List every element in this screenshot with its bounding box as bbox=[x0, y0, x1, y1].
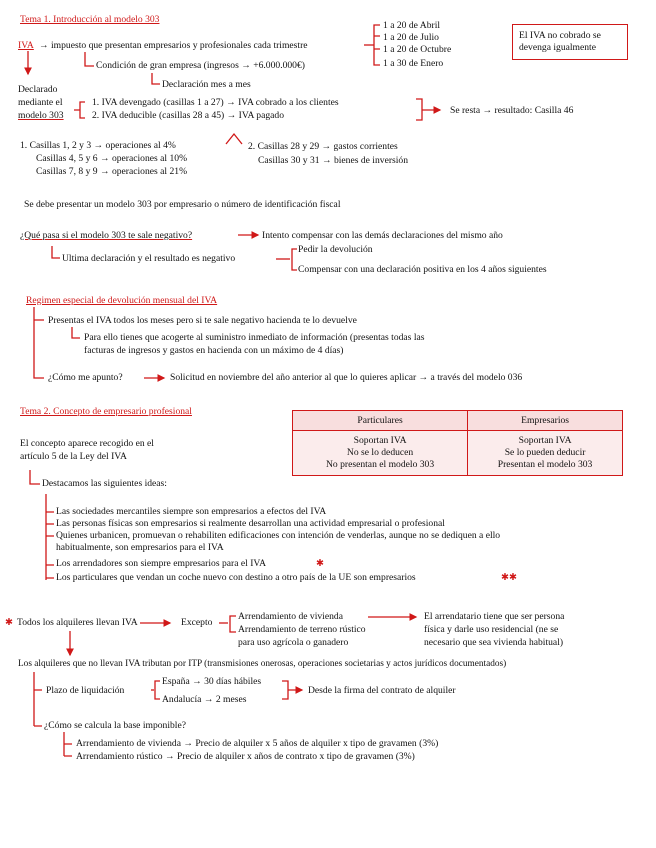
base-rustico: Arrendamiento rústico → Precio de alquiler x años de contrato x tipo de gravamen (3%) bbox=[76, 751, 415, 762]
idea-3-cont: habitualmente, son empresarios para el IVA bbox=[56, 542, 224, 553]
idea-5: Los particulares que vendan un coche nuevo con destino a otro país de la UE son empresarios bbox=[56, 572, 416, 583]
casillas-group1-line1: 1. Casillas 1, 2 y 3 → operaciones al 4% bbox=[20, 140, 176, 151]
declarado-line-2: mediante el bbox=[18, 97, 63, 108]
liquidacion-tree bbox=[34, 672, 42, 726]
ultima-declaracion: Ultima declaración y el resultado es negativo bbox=[62, 253, 236, 264]
gran-empresa-connector bbox=[85, 52, 94, 66]
casillas-caret bbox=[226, 134, 242, 144]
casillas-group2-line2: Casillas 30 y 31 → bienes de inversión bbox=[258, 155, 409, 166]
casillas-group1-line2: Casillas 4, 5 y 6 → operaciones al 10% bbox=[36, 153, 188, 164]
star-two-icon: ✱✱ bbox=[501, 572, 518, 583]
star-one-icon: ✱ bbox=[316, 558, 325, 569]
table-header-particulares: Particulares bbox=[293, 411, 468, 431]
negativo-answer: Intento compensar con las demás declaraciones del mismo año bbox=[262, 230, 503, 241]
base-vivienda: Arrendamiento de vivienda → Precio de alquiler x 5 años de alquiler x tipo de gravamen (3%) bbox=[76, 738, 439, 749]
table-cell-empresarios bbox=[468, 431, 623, 476]
iva-note-box bbox=[512, 24, 628, 60]
excepto-bracket bbox=[230, 616, 236, 632]
regimen-line-2a: Para ello tienes que acogerte al suministro inmediato de información (presentas todas las bbox=[84, 332, 425, 343]
declarado-bracket bbox=[74, 102, 85, 118]
declaracion-mes: Declaración mes a mes bbox=[162, 79, 251, 90]
pedir-devolucion: Pedir la devolución bbox=[298, 244, 373, 255]
arrendatario-line-3: necesario que sea vivienda habitual) bbox=[424, 637, 564, 648]
itp-text: Los alquileres que no llevan IVA tributan por ITP (transmisiones onerosas, operaciones societarias y actos jurídicos documentados) bbox=[18, 659, 507, 669]
empresarios-row-3: Presentan el modelo 303 bbox=[497, 459, 593, 470]
particulares-row-2: No se lo deducen bbox=[346, 447, 414, 458]
arrendamiento-vivienda: Arrendamiento de vivienda bbox=[238, 611, 343, 622]
regimen-title: Regimen especial de devolución mensual del IVA bbox=[26, 295, 218, 306]
base-question: ¿Cómo se calcula la base imponible? bbox=[44, 720, 186, 731]
idea-4: Los arrendadores son siempre empresarios para el IVA bbox=[56, 558, 267, 569]
plazo-bracket bbox=[155, 681, 160, 699]
deadline-q1: 1 a 20 de Abril bbox=[383, 20, 441, 31]
deadline-bracket bbox=[374, 25, 380, 65]
resultado-casilla: Se resta → resultado: Casilla 46 bbox=[450, 105, 574, 116]
deadline-q2: 1 a 20 de Julio bbox=[383, 32, 439, 43]
idea-1: Las sociedades mercantiles siempre son empresarios a efectos del IVA bbox=[56, 506, 327, 517]
devolucion-bracket bbox=[292, 249, 297, 270]
tema2-title: Tema 2. Concepto de empresario profesional bbox=[20, 406, 192, 417]
regimen-tree bbox=[34, 307, 44, 378]
concepto-line-1: El concepto aparece recogido en el bbox=[20, 438, 154, 449]
compensar-declaracion: Compensar con una declaración positiva en los 4 años siguientes bbox=[298, 264, 547, 275]
ideas-tree bbox=[46, 494, 54, 580]
desde-firma: Desde la firma del contrato de alquiler bbox=[308, 685, 456, 696]
resultado-bracket bbox=[416, 99, 440, 120]
arrendatario-line-2: física y darle uso residencial (ne se bbox=[424, 624, 559, 635]
excepto: Excepto bbox=[181, 617, 213, 628]
destacamos: Destacamos las siguientes ideas: bbox=[42, 478, 167, 489]
arrendatario-line-1: El arrendatario tiene que ser persona bbox=[424, 611, 565, 622]
desde-bracket bbox=[282, 681, 302, 699]
ultima-connector bbox=[52, 246, 60, 258]
declarado-line-3: modelo 303 bbox=[18, 110, 64, 121]
apunto-question: ¿Cómo me apunto? bbox=[48, 372, 123, 383]
particulares-empresarios-table bbox=[292, 410, 623, 476]
table-cell-particulares bbox=[293, 431, 468, 476]
particulares-row-1: Soportan IVA bbox=[353, 435, 407, 446]
arrendamiento-terreno-2: para uso agrícola o ganadero bbox=[238, 637, 349, 648]
plazo-andalucia: Andalucía → 2 meses bbox=[162, 694, 247, 705]
note-line-1: El IVA no cobrado se bbox=[519, 30, 601, 41]
empresarios-row-2: Se lo pueden deducir bbox=[504, 447, 586, 458]
plazo-espana: España → 30 días hábiles bbox=[162, 676, 262, 687]
empresarios-row-1: Soportan IVA bbox=[518, 435, 572, 446]
presentar-modelo: Se debe presentar un modelo 303 por empresario o número de identificación fiscal bbox=[24, 199, 341, 210]
plazo-liquidacion: Plazo de liquidación bbox=[46, 685, 125, 696]
iva-deducible: 2. IVA deducible (casillas 28 a 45) → IVA pagado bbox=[92, 110, 285, 121]
star-one-icon-alquileres: ✱ bbox=[5, 617, 14, 628]
idea-3: Quienes urbanicen, promuevan o rehabiliten edificaciones con intención de venderlas, aunque no se dediquen a ello bbox=[56, 530, 501, 541]
base-tree bbox=[64, 732, 72, 756]
concepto-connector bbox=[30, 470, 40, 484]
regimen-sub-connector bbox=[72, 327, 80, 338]
arrendamiento-terreno-1: Arrendamiento de terreno rústico bbox=[238, 624, 366, 635]
regimen-line-1: Presentas el IVA todos los meses pero si te sale negativo hacienda te lo devuelve bbox=[48, 315, 357, 326]
apunto-answer: Solicitud en noviembre del año anterior al que lo quieres aplicar → a través del modelo 036 bbox=[170, 372, 523, 383]
table-header-empresarios: Empresarios bbox=[468, 411, 623, 431]
idea-2: Las personas físicas son empresarios si realmente desarrollan una actividad empresarial o profesional bbox=[56, 518, 445, 529]
casillas-group1-line3: Casillas 7, 8 y 9 → operaciones al 21% bbox=[36, 166, 188, 177]
deadline-q4: 1 a 30 de Enero bbox=[383, 58, 444, 69]
regimen-line-2b: facturas de ingresos y gastos en hacienda con un máximo de 4 días) bbox=[84, 345, 344, 356]
declaracion-connector bbox=[152, 73, 160, 84]
iva-definition: → impuesto que presentan empresarios y profesionales cada trimestre bbox=[39, 40, 308, 51]
declarado-line-1: Declarado bbox=[18, 84, 58, 95]
iva-devengado: 1. IVA devengado (casillas 1 a 27) → IVA cobrado a los clientes bbox=[92, 97, 339, 108]
note-line-2: devenga igualmente bbox=[519, 42, 596, 53]
gran-empresa: Condición de gran empresa (ingresos → +6.000.000€) bbox=[96, 60, 305, 71]
negativo-question: ¿Qué pasa si el modelo 303 te sale negativo? bbox=[20, 230, 193, 241]
tema1-title: Tema 1. Introducción al modelo 303 bbox=[20, 14, 160, 25]
iva-abbr: IVA bbox=[18, 40, 34, 51]
particulares-row-3: No presentan el modelo 303 bbox=[325, 459, 435, 470]
casillas-group2-line1: 2. Casillas 28 y 29 → gastos corrientes bbox=[248, 141, 398, 152]
deadline-q3: 1 a 20 de Octubre bbox=[383, 44, 452, 55]
alquileres-iva: Todos los alquileres llevan IVA bbox=[17, 617, 138, 628]
concepto-line-2: artículo 5 de la Ley del IVA bbox=[20, 451, 127, 462]
